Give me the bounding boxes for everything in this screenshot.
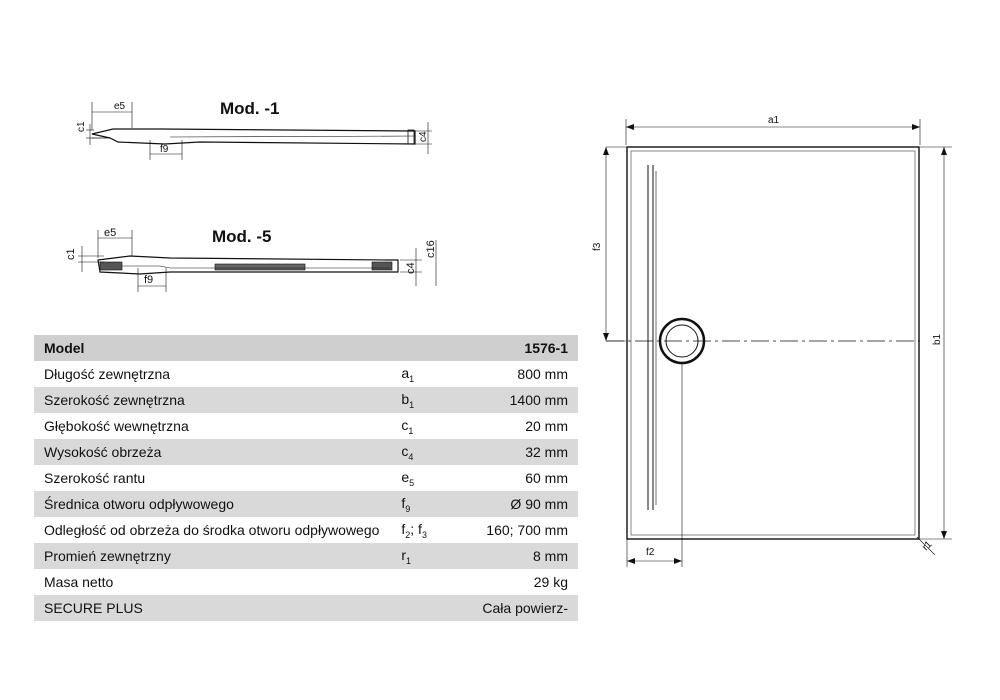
row-name: Szerokość zewnętrzna xyxy=(34,387,397,413)
mod5-c4-label: c4 xyxy=(405,262,417,274)
row-symbol: $b_1$ xyxy=(397,387,453,413)
table-row xyxy=(34,413,578,439)
row-symbol: $a_1$ xyxy=(397,361,453,387)
row-name: Długość zewnętrzna xyxy=(34,361,397,387)
mod5-c1-label: c1 xyxy=(65,248,77,260)
row-value: 60 mm xyxy=(454,465,578,491)
table-row xyxy=(34,569,578,595)
plan-b1-label: b1 xyxy=(932,333,943,345)
mod1-profile-drawing xyxy=(70,90,450,170)
spec-table xyxy=(34,335,578,621)
header-model-label: Model xyxy=(34,335,397,361)
plan-f2-label: f2 xyxy=(646,547,655,558)
row-name: Promień zewnętrzny xyxy=(34,543,397,569)
mod1-f9-label: f9 xyxy=(160,144,169,155)
table-row xyxy=(34,491,578,517)
row-name: Średnica otworu odpływowego xyxy=(34,491,397,517)
row-value: 32 mm xyxy=(454,439,578,465)
mod5-e5-label: e5 xyxy=(104,227,117,239)
row-symbol xyxy=(397,569,453,595)
row-symbol: $r_1$ xyxy=(397,543,453,569)
row-symbol: $c_1$ xyxy=(397,413,453,439)
row-name: Szerokość rantu xyxy=(34,465,397,491)
table-row xyxy=(34,465,578,491)
plan-a1-label: a1 xyxy=(768,115,780,126)
row-symbol xyxy=(397,595,453,621)
row-name: Masa netto xyxy=(34,569,397,595)
row-value: 8 mm xyxy=(454,543,578,569)
row-symbol: $c_4$ xyxy=(397,439,453,465)
row-value: 29 kg xyxy=(454,569,578,595)
table-row xyxy=(34,517,578,543)
mod5-c16-label: c16 xyxy=(425,240,437,258)
row-value: 160; 700 mm xyxy=(454,517,578,543)
plan-f3-label: f3 xyxy=(592,242,603,251)
mod1-title: Mod. -1 xyxy=(220,99,280,118)
header-model-value: 1576-1 xyxy=(454,335,578,361)
row-name: Wysokość obrzeża xyxy=(34,439,397,465)
row-value: Ø 90 mm xyxy=(454,491,578,517)
row-name: Głębokość wewnętrzna xyxy=(34,413,397,439)
table-row xyxy=(34,387,578,413)
mod1-e5-label: e5 xyxy=(114,101,126,112)
mod5-f9-label: f9 xyxy=(144,274,154,286)
row-symbol: $f_9$ xyxy=(397,491,453,517)
row-name: SECURE PLUS xyxy=(34,595,397,621)
row-value: Cała powierz- xyxy=(454,595,578,621)
mod5-profile-drawing xyxy=(60,220,450,300)
table-row xyxy=(34,439,578,465)
mod1-c4-label: c4 xyxy=(418,131,429,142)
spec-table-header xyxy=(34,335,578,361)
row-symbol: $f_2$; $f_3$ xyxy=(397,517,453,543)
table-row xyxy=(34,595,578,621)
mod1-c1-label: c1 xyxy=(76,121,87,132)
plan-view-drawing xyxy=(590,105,960,580)
row-value: 800 mm xyxy=(454,361,578,387)
table-row xyxy=(34,543,578,569)
row-value: 1400 mm xyxy=(454,387,578,413)
plan-r1-label: r1 xyxy=(920,539,935,554)
row-symbol: $e_5$ xyxy=(397,465,453,491)
row-name: Odległość od obrzeża do środka otworu odpływowego xyxy=(34,517,397,543)
row-value: 20 mm xyxy=(454,413,578,439)
table-row xyxy=(34,361,578,387)
mod5-title: Mod. -5 xyxy=(212,227,272,246)
